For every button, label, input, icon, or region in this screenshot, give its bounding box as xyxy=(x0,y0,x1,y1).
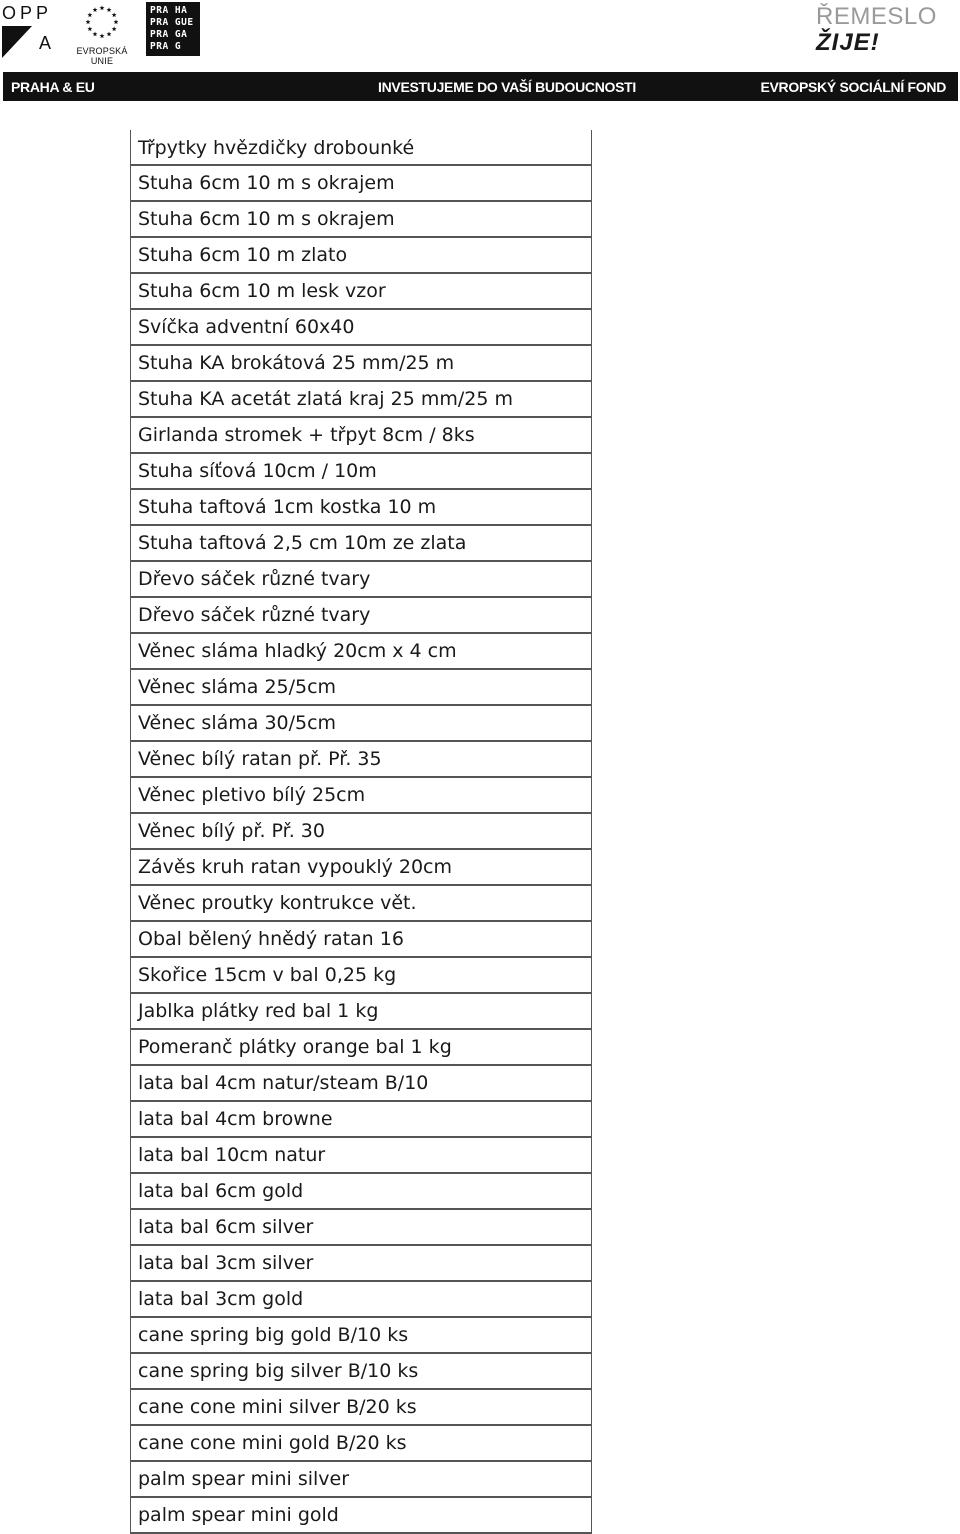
table-row: Stuha taftová 2,5 cm 10m ze zlata xyxy=(131,526,591,562)
table-row: Stuha taftová 1cm kostka 10 m xyxy=(131,490,591,526)
table-row: Věnec pletivo bílý 25cm xyxy=(131,778,591,814)
table-row: Jablka plátky red bal 1 kg xyxy=(131,994,591,1030)
table-row: Dřevo sáček různé tvary xyxy=(131,598,591,634)
remeslo-zije-logo xyxy=(816,4,946,58)
table-row: cane cone mini silver B/20 ks xyxy=(131,1390,591,1426)
eu-star-icon xyxy=(112,26,117,31)
table-row: Závěs kruh ratan vypouklý 20cm xyxy=(131,850,591,886)
banner-left: PRAHA & EU xyxy=(11,79,95,95)
table-row: Obal bělený hnědý ratan 16 xyxy=(131,922,591,958)
banner xyxy=(3,72,958,101)
eu-star-icon xyxy=(112,12,117,17)
opp-letters: OPP xyxy=(2,3,53,23)
table-row: Skořice 15cm v bal 0,25 kg xyxy=(131,958,591,994)
table-row: lata bal 3cm gold xyxy=(131,1282,591,1318)
table-row: Stuha 6cm 10 m s okrajem xyxy=(131,202,591,238)
table-row: lata bal 4cm natur/steam B/10 xyxy=(131,1066,591,1102)
table-row: lata bal 4cm browne xyxy=(131,1102,591,1138)
opp-triangle-icon xyxy=(2,26,32,58)
table-row: Stuha KA acetát zlatá kraj 25 mm/25 m xyxy=(131,382,591,418)
eu-star-icon xyxy=(93,32,98,37)
table-row: Věnec sláma 30/5cm xyxy=(131,706,591,742)
table-row: Svíčka adventní 60x40 xyxy=(131,310,591,346)
banner-right: EVROPSKÝ SOCIÁLNÍ FOND xyxy=(760,79,946,95)
zije-text: ŽIJE! xyxy=(816,29,880,56)
table-row: Girlanda stromek + třpyt 8cm / 8ks xyxy=(131,418,591,454)
table-row: Pomeranč plátky orange bal 1 kg xyxy=(131,1030,591,1066)
table-row: cane cone mini gold B/20 ks xyxy=(131,1426,591,1462)
table-row: Dřevo sáček různé tvary xyxy=(131,562,591,598)
table-row: Třpytky hvězdičky drobounké xyxy=(131,130,591,166)
eu-star-icon xyxy=(100,33,105,38)
opp-logo xyxy=(2,2,58,58)
eu-star-icon xyxy=(107,32,112,37)
remeslo-text: ŘEMESLO xyxy=(816,3,937,30)
table-row: cane spring big silver B/10 ks xyxy=(131,1354,591,1390)
table-row: Stuha síťová 10cm / 10m xyxy=(131,454,591,490)
table-row: Stuha 6cm 10 m lesk vzor xyxy=(131,274,591,310)
eu-star-icon xyxy=(87,12,92,17)
eu-star-icon xyxy=(93,7,98,12)
table-row: Stuha KA brokátová 25 mm/25 m xyxy=(131,346,591,382)
eu-star-icon xyxy=(100,5,105,10)
opp-a-letter: A xyxy=(38,33,51,53)
table-row: lata bal 6cm gold xyxy=(131,1174,591,1210)
praha-logo xyxy=(146,2,200,56)
table-row: Věnec bílý ratan př. Př. 35 xyxy=(131,742,591,778)
eu-star-icon xyxy=(87,26,92,31)
item-table xyxy=(130,130,592,1534)
eu-star-icon xyxy=(107,7,112,12)
eu-star-icon xyxy=(86,19,91,24)
table-row: Věnec sláma hladký 20cm x 4 cm xyxy=(131,634,591,670)
eu-label: EVROPSKÁ UNIE xyxy=(76,46,128,66)
table-row: lata bal 6cm silver xyxy=(131,1210,591,1246)
table-row: Stuha 6cm 10 m s okrajem xyxy=(131,166,591,202)
table-row: palm spear mini gold xyxy=(131,1498,591,1534)
banner-center: INVESTUJEME DO VAŠÍ BUDOUCNOSTI xyxy=(378,79,637,95)
eu-star-icon xyxy=(114,19,119,24)
table-row: lata bal 10cm natur xyxy=(131,1138,591,1174)
eu-logo xyxy=(66,2,138,66)
praha-logo-text: PRA HA PRA GUE PRA GA PRA G xyxy=(150,5,194,52)
table-row: cane spring big gold B/10 ks xyxy=(131,1318,591,1354)
eu-stars-icon xyxy=(84,2,120,42)
table-row: Stuha 6cm 10 m zlato xyxy=(131,238,591,274)
table-row: palm spear mini silver xyxy=(131,1462,591,1498)
header-logos xyxy=(0,0,960,70)
table-row: Věnec bílý př. Př. 30 xyxy=(131,814,591,850)
table-row: Věnec sláma 25/5cm xyxy=(131,670,591,706)
table-row: lata bal 3cm silver xyxy=(131,1246,591,1282)
table-row: Věnec proutky kontrukce vět. xyxy=(131,886,591,922)
